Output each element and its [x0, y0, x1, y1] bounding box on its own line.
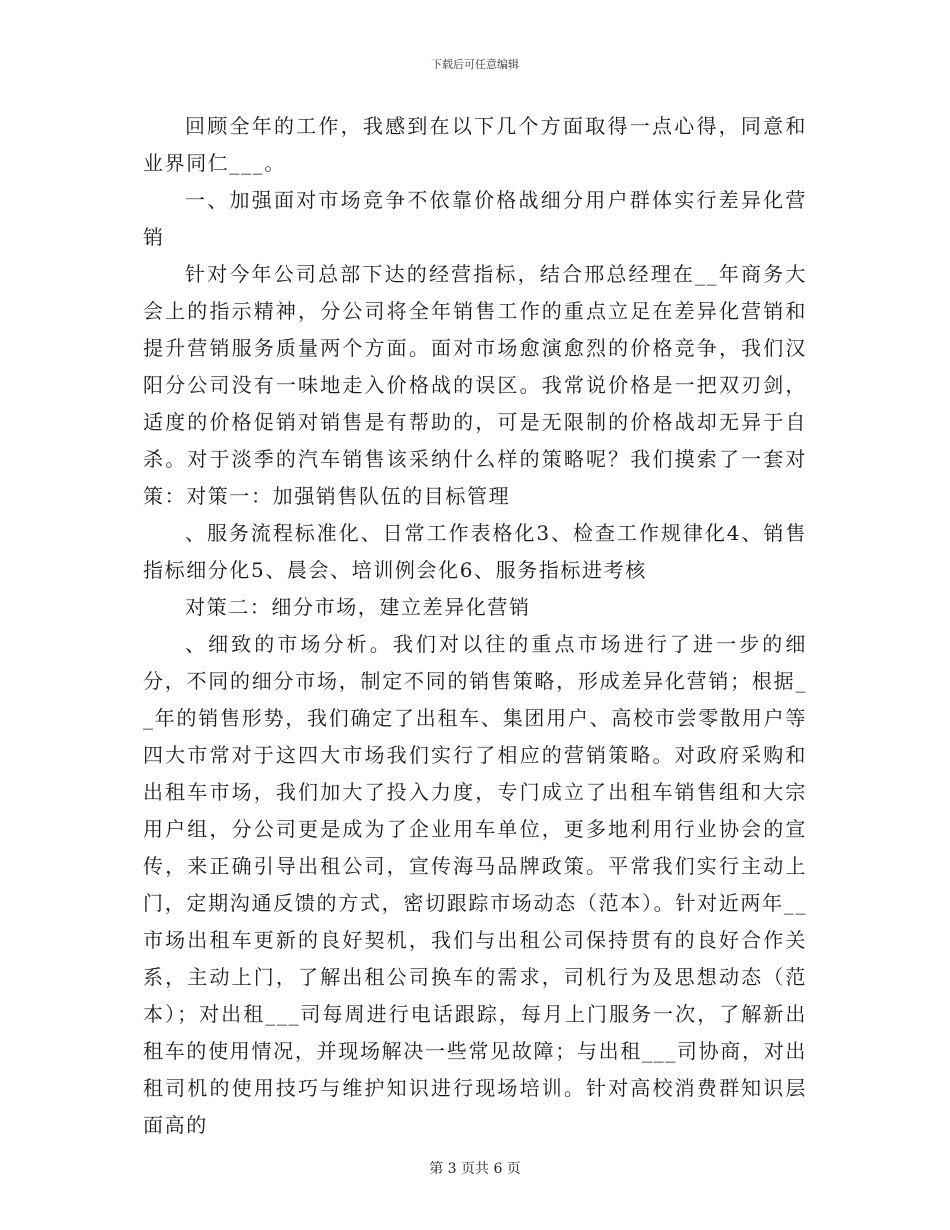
paragraph-intro: 回顾全年的工作，我感到在以下几个方面取得一点心得，同意和业界同仁___。: [143, 114, 807, 175]
paragraph-strategy-two-heading: 对策二：细分市场，建立差异化营销: [185, 595, 531, 619]
section-heading-one: 一、加强面对市场竞争不依靠价格战细分用户群体实行差异化营销: [143, 188, 807, 249]
paragraph-strategy-one-items: 、服务流程标准化、日常工作表格化3、检查工作规律化4、销售指标细分化5、晨会、培训例会化6、服务指标进考核: [143, 521, 807, 582]
page-header-note: 下载后可任意编辑: [431, 58, 519, 71]
page-number-footer: 第 3 页共 6 页: [429, 1161, 521, 1177]
paragraph-market-analysis: 、细致的市场分析。我们对以往的重点市场进行了进一步的细分，不同的细分市场，制定不同的销售策略，形成差异化营销；根据__年的销售形势，我们确定了出租车、集团用户、高校市尝零散用户等四大市常对于这四大市场我们实行了相应的营销策略。对政府采购和出租车市场，我们加大了投入力度，专门成立了出租车销售组和大宗用户组，分公司更是成为了企业用车单位，更多地利用行业协会的宣传，来正确引导出租公司，宣传海马品牌政策。平常我们实行主动上门，定期沟通反馈的方式，密切跟踪市场动态（范本）。针对近两年__市场出租车更新的良好契机，我们与出租公司保持贯有的良好合作关系，主动上门，了解出租公司换车的需求，司机行为及思想动态（范本）；对出租___司每周进行电话跟踪，每月上门服务一次，了解新出租车的使用情况，并现场解决一些常见故障；与出租___司协商，对出租司机的使用技巧与维护知识进行现场培训。针对高校消费群知识层面高的: [143, 632, 807, 1137]
document-body: [143, 108, 807, 1144]
paragraph-strategy-overview: 针对今年公司总部下达的经营指标，结合邢总经理在__年商务大会上的指示精神，分公司将全年销售工作的重点立足在差异化营销和提升营销服务质量两个方面。面对市场愈演愈烈的价格竞争，我们汉阳分公司没有一味地走入价格战的误区。我常说价格是一把双刃剑，适度的价格促销对销售是有帮助的，可是无限制的价格战却无异于自杀。对于淡季的汽车销售该采纳什么样的策略呢？我们摸索了一套对策：对策一：加强销售队伍的目标管理: [143, 262, 807, 508]
